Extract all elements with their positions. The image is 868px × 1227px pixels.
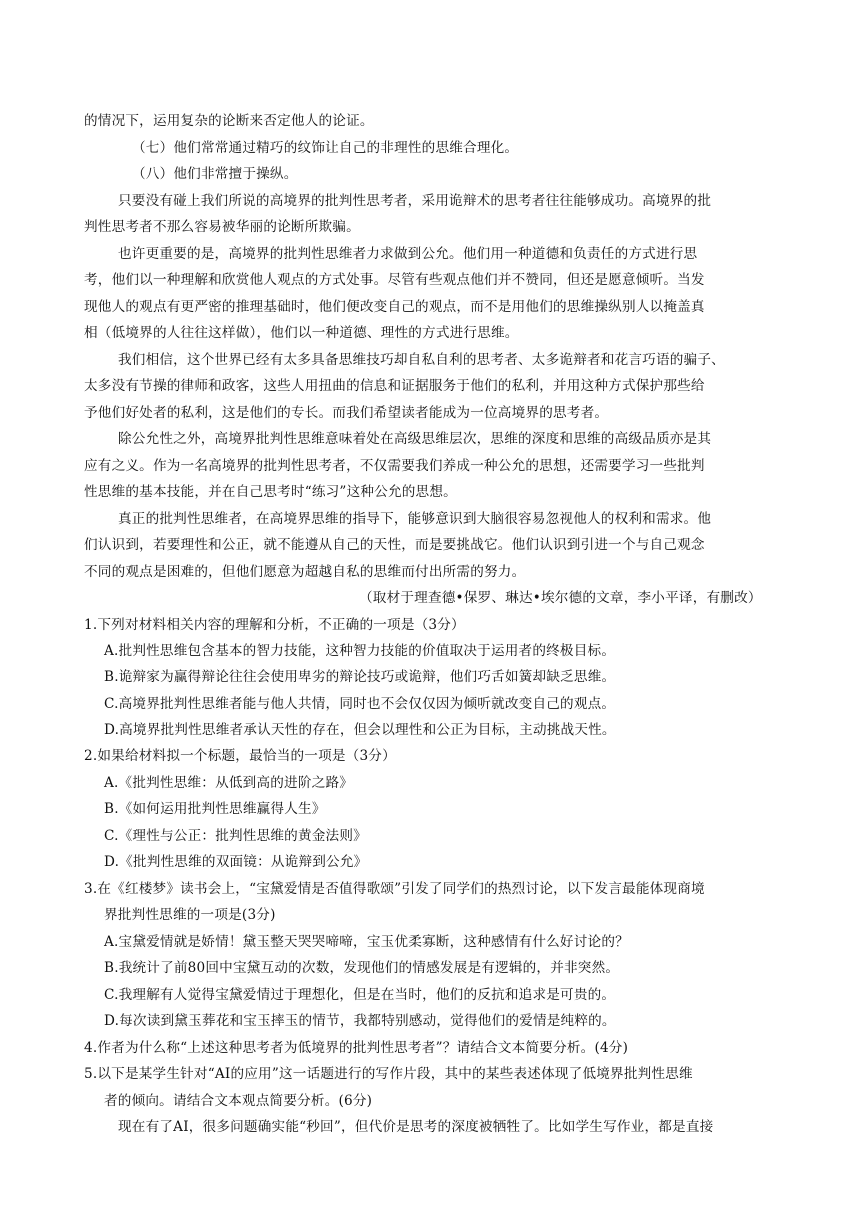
paragraph-line: 们认识到，若要理性和公正，就不能遵从自己的天性，而是要挑战它。他们认识到引进一个与自己观念 [84,537,705,553]
paragraph-line: 考，他们以一种理解和欣赏他人观点的方式处事。尽管有些观点他们并不赞同，但还是愿意倾听。当发 [84,272,705,288]
question-3-option-d: D.每次读到黛玉葬花和宝玉摔玉的情节，我都特别感动，觉得他们的爱情是纯粹的。 [104,1013,616,1029]
question-1-stem: 1.下列对材料相关内容的理解和分析，不正确的一项是（3分） [84,617,465,633]
paragraph-line: 予他们好处者的私利，这是他们的专长。而我们希望读者能成为一位高境界的思考者。 [84,405,609,421]
question-5-stem-cont: 者的倾向。请结合文本观点简要分析。(6分) [104,1093,373,1109]
question-2-option-b: B.《如何运用批判性思维赢得人生》 [104,801,326,817]
paragraph-line: 我们相信，这个世界已经有太多具备思维技巧却自私自利的思考者、太多诡辩者和花言巧语的骗子、 [118,352,725,368]
paragraph-line: 相（低境界的人往往这样做），他们以一种道德、理性的方式进行思维。 [84,325,519,341]
body-text-line: 的情况下，运用复杂的论断来否定他人的论证。 [84,113,374,129]
paragraph-line: 判性思考者不那么容易被华丽的论断所欺骗。 [84,219,360,235]
question-2-stem: 2.如果给材料拟一个标题，最恰当的一项是（3分） [84,748,396,764]
list-item-eight: （八）他们非常擅于操纵。 [132,166,298,182]
question-1-option-a: A.批判性思维包含基本的智力技能，这种智力技能的价值取决于运用者的终极目标。 [104,643,616,659]
question-5-excerpt: 现在有了AI，很多问题确实能“秒回”，但代价是思考的深度被牺牲了。比如学生写作业，都是直接 [118,1119,714,1135]
question-1-option-d: D.高境界批判性思维者承认天性的存在，但会以理性和公正为目标，主动挑战天性。 [104,722,616,738]
paragraph-line: 只要没有碰上我们所说的高境界的批判性思考者，采用诡辩术的思考者往往能够成功。高境界的批 [118,193,712,209]
paragraph-line: 性思维的基本技能，并在自己思考时“练习”这种公允的思想。 [84,484,457,500]
paragraph-line: 不同的观点是困难的，但他们愿意为超越自私的思维而付出所需的努力。 [84,564,526,580]
question-3-option-b: B.我统计了前80回中宝黛互动的次数，发现他们的情感发展是有逻辑的，并非突然。 [104,960,620,976]
question-4-stem: 4.作者为什么称“上述这种思考者为低境界的批判性思考者”？请结合文本简要分析。(4分) [84,1040,629,1056]
paragraph-line: 现他人的观点有更严密的推理基础时，他们便改变自己的观点，而不是用他们的思维操纵别人以掩盖真 [84,299,705,315]
question-1-option-c: C.高境界批判性思维者能与他人共情，同时也不会仅仅因为倾听就改变自己的观点。 [104,696,616,712]
paragraph-line: 应有之义。作为一名高境界的批判性思考者，不仅需要我们养成一种公允的思想，还需要学习一些批判 [84,458,705,474]
paragraph-line: 真正的批判性思维者，在高境界思维的指导下，能够意识到大脑很容易忽视他人的权利和需求。他 [118,511,712,527]
paragraph-line: 也许更重要的是，高境界的批判性思维者力求做到公允。他们用一种道德和负责任的方式进行思 [118,246,698,262]
question-2-option-c: C.《理性与公正：批判性思维的黄金法则》 [104,828,367,844]
question-3-option-a: A.宝黛爱情就是娇情！黛玉整天哭哭啼啼，宝玉优柔寡断，这种感情有什么好讨论的？ [104,934,629,950]
paragraph-line: 太多没有节操的律师和政客，这些人用扭曲的信息和证据服务于他们的私利，并用这种方式保护那些给 [84,378,705,394]
question-5-stem: 5.以下是某学生针对“AI的应用”这一话题进行的写作片段，其中的某些表述体现了低境界批判性思维 [84,1066,693,1082]
paragraph-line: 除公允性之外，高境界批判性思维意味着处在高级思维层次，思维的深度和思维的高级品质亦是其 [118,431,712,447]
question-3-stem: 3.在《红楼梦》读书会上，“宝黛爱情是否值得歌颂”引发了同学们的热烈讨论，以下发言最能体现商境 [84,881,705,897]
list-item-seven: （七）他们常常通过精巧的纹饰让自己的非理性的思维合理化。 [132,140,519,156]
question-1-option-b: B.诡辩家为赢得辩论往往会使用卑劣的辩论技巧或诡辩，他们巧舌如簧却缺乏思维。 [104,669,616,685]
question-3-option-c: C.我理解有人觉得宝黛爱情过于理想化，但是在当时，他们的反抗和追求是可贵的。 [104,987,616,1003]
question-3-stem-cont: 界批判性思维的一项是(3分) [104,907,276,923]
source-citation: （取材于理查德•保罗、琳达•埃尔德的文章，李小平译，有删改） [359,590,762,606]
question-2-option-a: A.《批判性思维：从低到高的进阶之路》 [104,775,354,791]
question-2-option-d: D.《批判性思维的双面镜：从诡辩到公允》 [104,854,368,870]
